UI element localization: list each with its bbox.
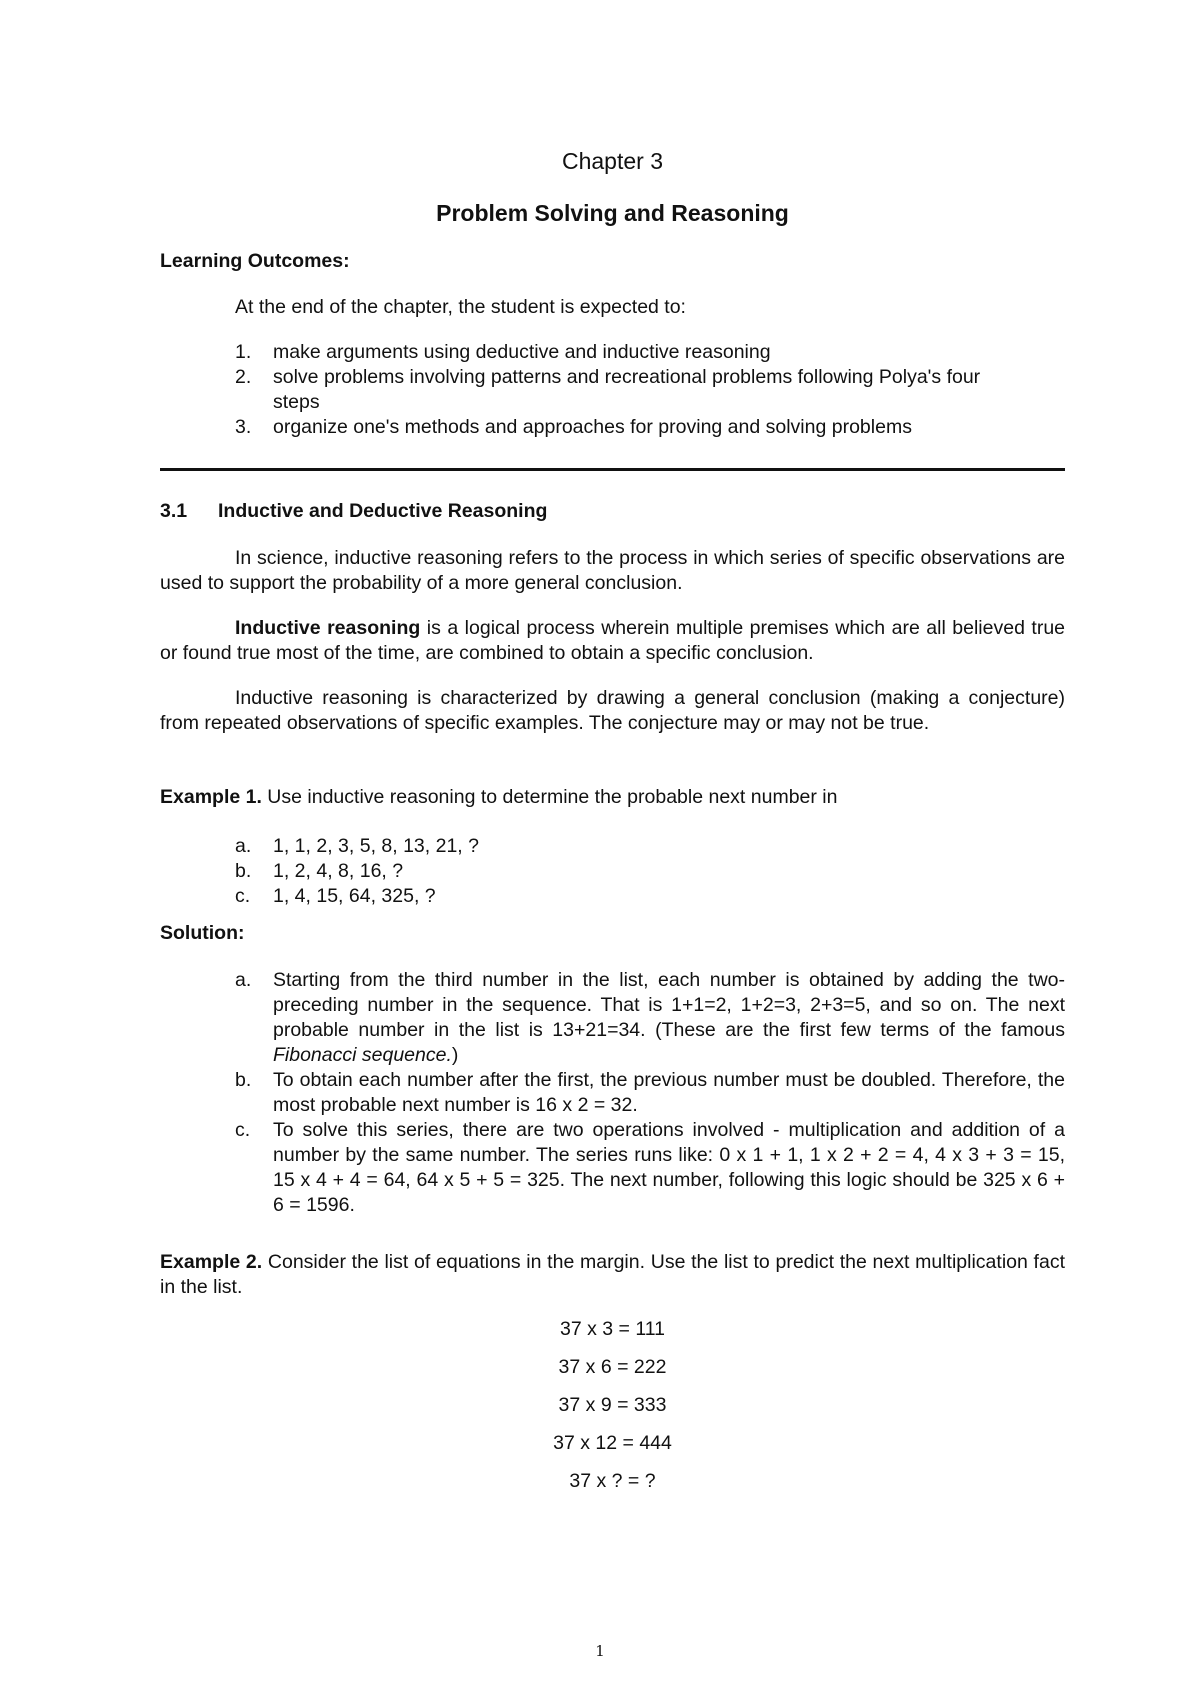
learning-outcomes-intro: At the end of the chapter, the student is expected to: — [235, 296, 686, 318]
list-item — [235, 1068, 1065, 1118]
list-number: 1. — [235, 341, 252, 363]
list-item — [235, 859, 479, 884]
emphasis-text: Fibonacci sequence. — [273, 1044, 452, 1066]
sequence-text: 1, 4, 15, 64, 325, ? — [273, 885, 436, 907]
example-1-prompt — [160, 786, 1065, 809]
defined-term: Inductive reasoning — [235, 617, 421, 639]
list-number: 2. — [235, 366, 252, 388]
list-item-text: make arguments using deductive and inductive reasoning — [273, 341, 771, 363]
solution-text: To solve this series, there are two operations involved - multiplication and addition of a number by the same number. The series runs like: 0 x 1 + 1, 1 x 2 + 2 = 4, 4 x 3 + 3 = 15, 15 x 4 + 4 = 64, 64 x 5 + 5 = 325. The next number, following this logic should be 325 x 6 + 6 = 1596. — [273, 1119, 1065, 1216]
sequence-text: 1, 2, 4, 8, 16, ? — [273, 860, 404, 882]
section-number: 3.1 — [160, 500, 188, 522]
list-item — [235, 1118, 1065, 1218]
equation: 37 x 6 = 222 — [558, 1356, 667, 1378]
sequence-list — [235, 834, 479, 909]
solution-text: Starting from the third number in the list, each number is obtained by adding the two-preceding number in the sequence. That is 1+1=2, 1+2=3, 2+3=5, and so on. The next probable number in the list is 13+21=34. (These are the first few terms of the famous — [273, 969, 1065, 1041]
list-item — [235, 415, 1025, 440]
list-letter: a. — [235, 835, 252, 857]
example-text: Consider the list of equations in the margin. Use the list to predict the next multiplication fact in the list. — [160, 1251, 1065, 1298]
chapter-title: Problem Solving and Reasoning — [436, 200, 789, 226]
paragraph-inductive-definition — [160, 616, 1065, 666]
list-letter: c. — [235, 885, 251, 907]
list-item-text: solve problems involving patterns and recreational problems following Polya's four steps — [273, 366, 981, 413]
solution-text: ) — [451, 1044, 459, 1066]
example-text: Use inductive reasoning to determine the probable next number in — [261, 786, 838, 808]
sequence-text: 1, 1, 2, 3, 5, 8, 13, 21, ? — [273, 835, 479, 857]
list-item — [235, 968, 1065, 1068]
list-item — [235, 834, 479, 859]
list-letter: c. — [235, 1119, 251, 1141]
equation: 37 x ? = ? — [569, 1470, 656, 1492]
example-label: Example 2. — [160, 1251, 263, 1273]
chapter-label: Chapter 3 — [561, 148, 663, 174]
page-number: 1 — [595, 1642, 605, 1660]
example-2-prompt — [160, 1250, 1065, 1300]
solution-heading: Solution: — [160, 922, 245, 944]
section-title: Inductive and Deductive Reasoning — [218, 500, 548, 522]
equation: 37 x 9 = 333 — [558, 1394, 667, 1416]
equation: 37 x 12 = 444 — [553, 1432, 672, 1454]
paragraph-inductive-science: In science, inductive reasoning refers to the process in which series of specific observations are used to support the probability of a more general conclusion. — [160, 547, 1065, 594]
list-letter: b. — [235, 860, 252, 882]
definition-text: is a logical process wherein multiple premises which are all believed true or found true most of the time, are combined to obtain a specific conclusion. — [160, 617, 1066, 664]
list-item — [235, 340, 1025, 365]
list-number: 3. — [235, 416, 252, 438]
paragraph-inductive-characterized: Inductive reasoning is characterized by drawing a general conclusion (making a conjecture) from repeated observations of specific examples. The conjecture may or may not be true. — [160, 687, 1065, 734]
list-letter: b. — [235, 1069, 252, 1091]
solution-text: To obtain each number after the first, the previous number must be doubled. Therefore, the most probable next number is 16 x 2 = 32. — [273, 1069, 1065, 1116]
learning-outcomes-list — [235, 340, 1025, 440]
equation: 37 x 3 = 111 — [560, 1318, 665, 1340]
solution-list — [235, 968, 1065, 1218]
example-label: Example 1. — [160, 786, 262, 808]
list-item-text: organize one's methods and approaches for proving and solving problems — [273, 416, 912, 438]
list-item — [235, 884, 479, 909]
learning-outcomes-heading: Learning Outcomes: — [160, 250, 350, 272]
section-heading — [160, 500, 547, 523]
list-letter: a. — [235, 969, 252, 991]
list-item — [235, 365, 1025, 415]
section-divider — [160, 468, 1065, 471]
